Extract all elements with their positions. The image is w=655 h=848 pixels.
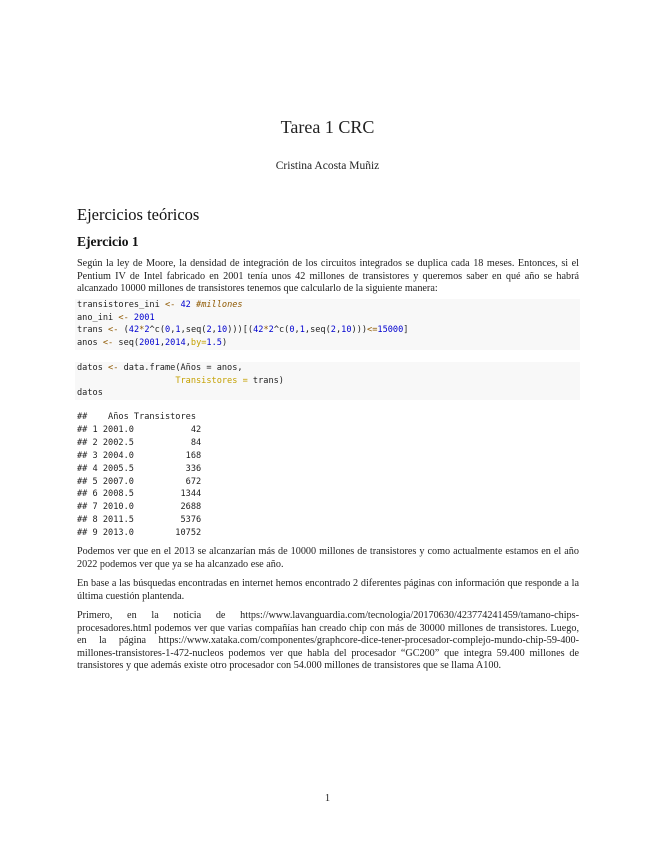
code-token: * xyxy=(139,325,145,336)
code-comment: #millones xyxy=(190,300,243,310)
output-line: ## 4 2005.5 336 xyxy=(77,463,202,474)
r-output xyxy=(77,411,201,540)
output-line: ## 3 2004.0 168 xyxy=(77,450,202,461)
intro-paragraph: Según la ley de Moore, la densidad de integración de los circuitos integrados se duplica cada 18 meses. Entonces, si el Pentium IV de Intel fabricado en 2001 tenía unos 42 millones de transistores y queremos saber en qué año se habrá alcanzado 10000 millones de transistores tenemos que calcularlo de la siguiente manera: xyxy=(77,258,579,295)
code-token: , xyxy=(335,325,342,336)
code-token: datos xyxy=(77,388,103,399)
conclusion-paragraph: Podemos ver que en el 2013 se alcanzarían más de 10000 millones de transistores y como actualmente estamos en el año 2022 podemos ver que ya se ha alcanzado ese año. xyxy=(77,546,579,570)
code-lines-2 xyxy=(75,362,580,400)
code-token: 42 xyxy=(180,300,191,310)
code-token: trans xyxy=(77,325,103,336)
code-token: )))[( xyxy=(227,325,254,336)
code-token: 2001 xyxy=(133,312,155,323)
code-token: <- xyxy=(102,325,124,336)
code-token: by= xyxy=(190,337,207,348)
code-token: trans) xyxy=(247,375,284,386)
code-token: 1 xyxy=(299,325,305,336)
code-token: , xyxy=(294,325,300,336)
code-token: <- xyxy=(102,363,124,373)
code-token: 10 xyxy=(341,325,352,336)
output-line: ## 7 2010.0 2688 xyxy=(77,502,202,513)
code-token: 0 xyxy=(165,325,171,336)
code-token: data.frame(Años = anos, xyxy=(123,363,243,373)
code-block-1 xyxy=(75,299,580,350)
code-token: 2 xyxy=(144,325,150,336)
code-token: ,seq( xyxy=(304,325,331,336)
code-token: 42 xyxy=(253,325,264,336)
section-heading: Ejercicios teóricos xyxy=(77,205,200,224)
code-token: ) xyxy=(221,337,228,348)
code-token: ^c( xyxy=(273,325,290,336)
code-token xyxy=(77,376,175,386)
output-line: ## Años Transistores xyxy=(77,412,196,422)
code-token: 2014 xyxy=(165,337,186,348)
code-token: 15000 xyxy=(377,325,404,336)
code-token: 2 xyxy=(330,325,336,336)
code-token: datos xyxy=(77,363,103,373)
code-token: * xyxy=(263,325,269,336)
code-token: 10 xyxy=(216,325,228,336)
document-title: Tarea 1 CRC xyxy=(280,117,375,137)
code-token: ^c( xyxy=(149,325,166,336)
code-token: 2 xyxy=(268,325,274,336)
code-token: , xyxy=(159,337,165,348)
code-token: ano_ini xyxy=(77,312,114,323)
code-token: <- xyxy=(97,337,119,348)
output-line: ## 2 2002.5 84 xyxy=(77,437,202,448)
output-line: ## 9 2013.0 10752 xyxy=(77,528,202,539)
sources-paragraph: Primero, en la noticia de https://www.lavanguardia.com/tecnologia/20170630/423774241459/tamano-chips-procesadores.html podemos ver que varias compañías han creado chip con más de 30000 millones de transistores. Luego, en la página https://www.xataka.com/componentes/graphcore-dice-tener-procesador-complejo-mundo-chip-59-400-millones-transistores-1-472-nucleos podemos ver que habla del procesador “GC200” que integra 59.400 millones de transistores y que además existe otro procesador con 54.000 millones de transistores que se llama A100. xyxy=(77,610,579,672)
code-token: ,seq( xyxy=(180,325,207,336)
output-line: ## 6 2008.5 1344 xyxy=(77,489,202,500)
code-token: Transistores = xyxy=(175,375,248,386)
code-token: transistores_ini xyxy=(77,300,160,310)
code-token: 1.5 xyxy=(206,337,222,348)
output-line: ## 8 2011.5 5376 xyxy=(77,515,202,526)
output-line: ## 1 2001.0 42 xyxy=(77,424,202,435)
code-token: <= xyxy=(367,325,378,336)
code-token: , xyxy=(170,325,176,336)
document-author: Cristina Acosta Muñiz xyxy=(275,160,380,172)
code-block-2 xyxy=(75,362,580,400)
code-token: 2001 xyxy=(139,337,160,348)
code-token: 42 xyxy=(128,325,140,336)
code-token: 1 xyxy=(175,325,181,336)
page-number: 1 xyxy=(324,793,331,804)
output-line: ## 5 2007.0 672 xyxy=(77,476,202,487)
code-token: <- xyxy=(159,300,181,310)
code-token: anos xyxy=(77,337,98,348)
code-token: ] xyxy=(403,325,409,336)
code-token: ( xyxy=(123,325,129,336)
code-token: 0 xyxy=(289,325,295,336)
code-token: ))) xyxy=(351,325,368,336)
search-paragraph: En base a las búsquedas encontradas en internet hemos encontrado 2 diferentes páginas con información que responde a la última cuestión plantenda. xyxy=(77,578,579,602)
code-token: <- xyxy=(113,312,134,323)
code-token: 2 xyxy=(206,325,212,336)
code-token: , xyxy=(185,337,191,348)
code-token: , xyxy=(211,325,217,336)
code-token: seq( xyxy=(118,337,140,348)
subsection-heading: Ejercicio 1 xyxy=(77,234,139,249)
code-lines-1 xyxy=(75,299,580,349)
